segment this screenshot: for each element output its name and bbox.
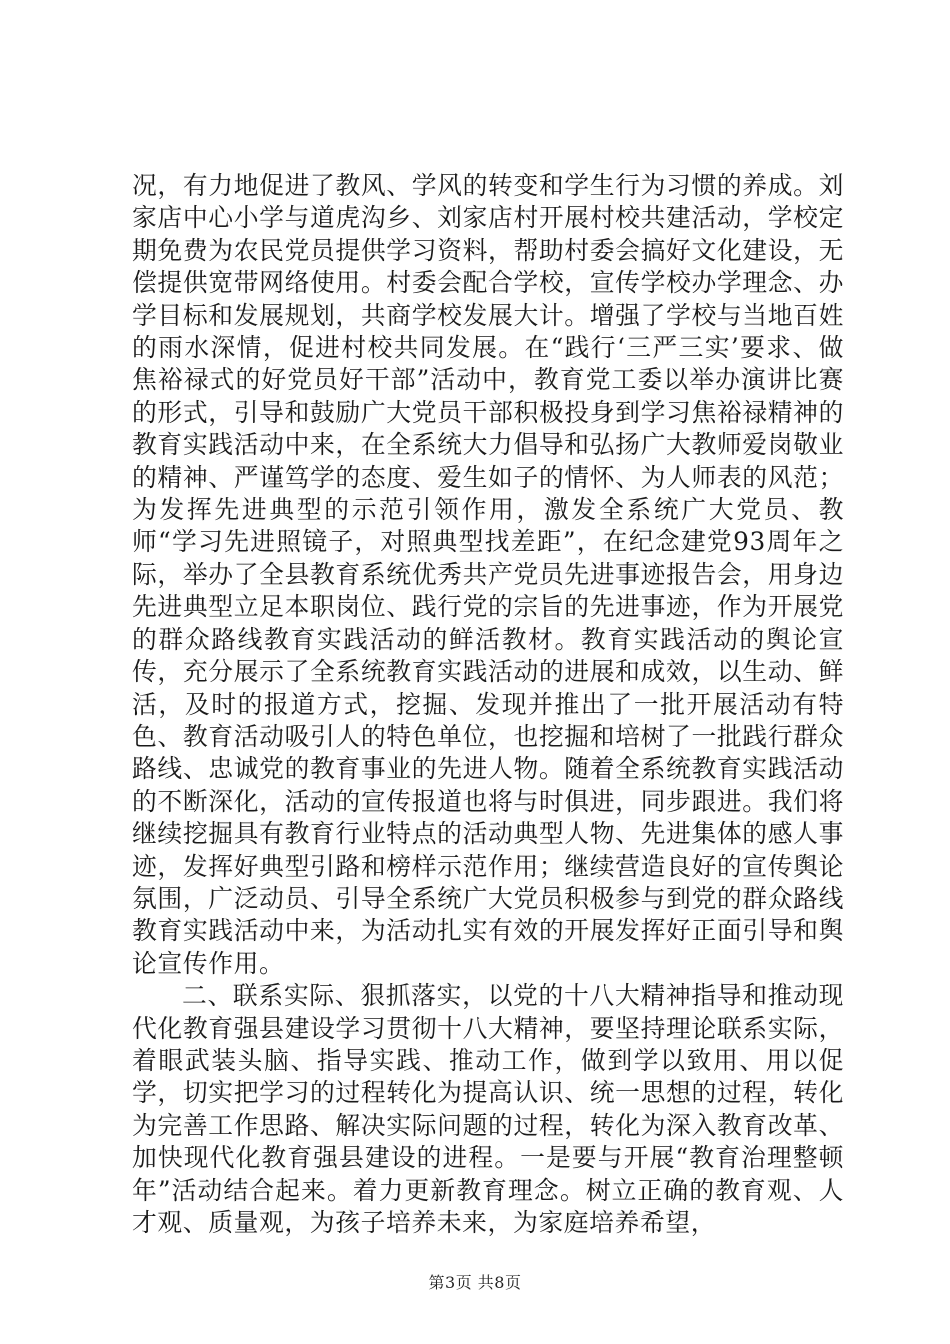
document-body — [132, 170, 844, 1239]
page-number-footer: 第3页 共8页 — [428, 1273, 522, 1292]
paragraph-1: 况，有力地促进了教风、学风的转变和学生行为习惯的养成。刘家店中心小学与道虎沟乡、刘家店村开展村校共建活动，学校定期免费为农民党员提供学习资料，帮助村委会搞好文化建设，无偿提供宽带网络使用。村委会配合学校，宣传学校办学理念、办学目标和发展规划，共商学校发展大计。增强了学校与当地百姓的雨水深情，促进村校共同发展。在“践行‘三严三实’要求、做焦裕禄式的好党员好干部”活动中，教育党工委以举办演讲比赛的形式，引导和鼓励广大党员干部积极投身到学习焦裕禄精神的教育实践活动中来，在全系统大力倡导和弘扬广大教师爱岗敬业的精神、严谨笃学的态度、爱生如子的情怀、为人师表的风范；为发挥先进典型的示范引领作用，激发全系统广大党员、教师“学习先进照镜子，对照典型找差距”，在纪念建党93周年之际，举办了全县教育系统优秀共产党员先进事迹报告会，用身边先进典型立足本职岗位、践行党的宗旨的先进事迹，作为开展党的群众路线教育实践活动的鲜活教材。教育实践活动的舆论宣传，充分展示了全系统教育实践活动的进展和成效，以生动、鲜活，及时的报道方式，挖掘、发现并推出了一批开展活动有特色、教育活动吸引人的特色单位，也挖掘和培树了一批践行群众路线、忠诚党的教育事业的先进人物。随着全系统教育实践活动的不断深化，活动的宣传报道也将与时俱进，同步跟进。我们将继续挖掘具有教育行业特点的活动典型人物、先进集体的感人事迹，发挥好典型引路和榜样示范作用；继续营造良好的宣传舆论氛围，广泛动员、引导全系统广大党员积极参与到党的群众路线教育实践活动中来，为活动扎实有效的开展发挥好正面引导和舆论宣传作用。 — [132, 171, 844, 978]
paragraph-2: 二、联系实际、狠抓落实，以党的十八大精神指导和推动现代化教育强县建设学习贯彻十八大精神，要坚持理论联系实际，着眼武装头脑、指导实践、推动工作，做到学以致用、用以促学，切实把学习的过程转化为提高认识、统一思想的过程，转化为完善工作思路、解决实际问题的过程，转化为深入教育改革、加快现代化教育强县建设的进程。一是要与开展“教育治理整顿年”活动结合起来。着力更新教育理念。树立正确的教育观、人才观、质量观，为孩子培养未来，为家庭培养希望， — [132, 981, 844, 1237]
